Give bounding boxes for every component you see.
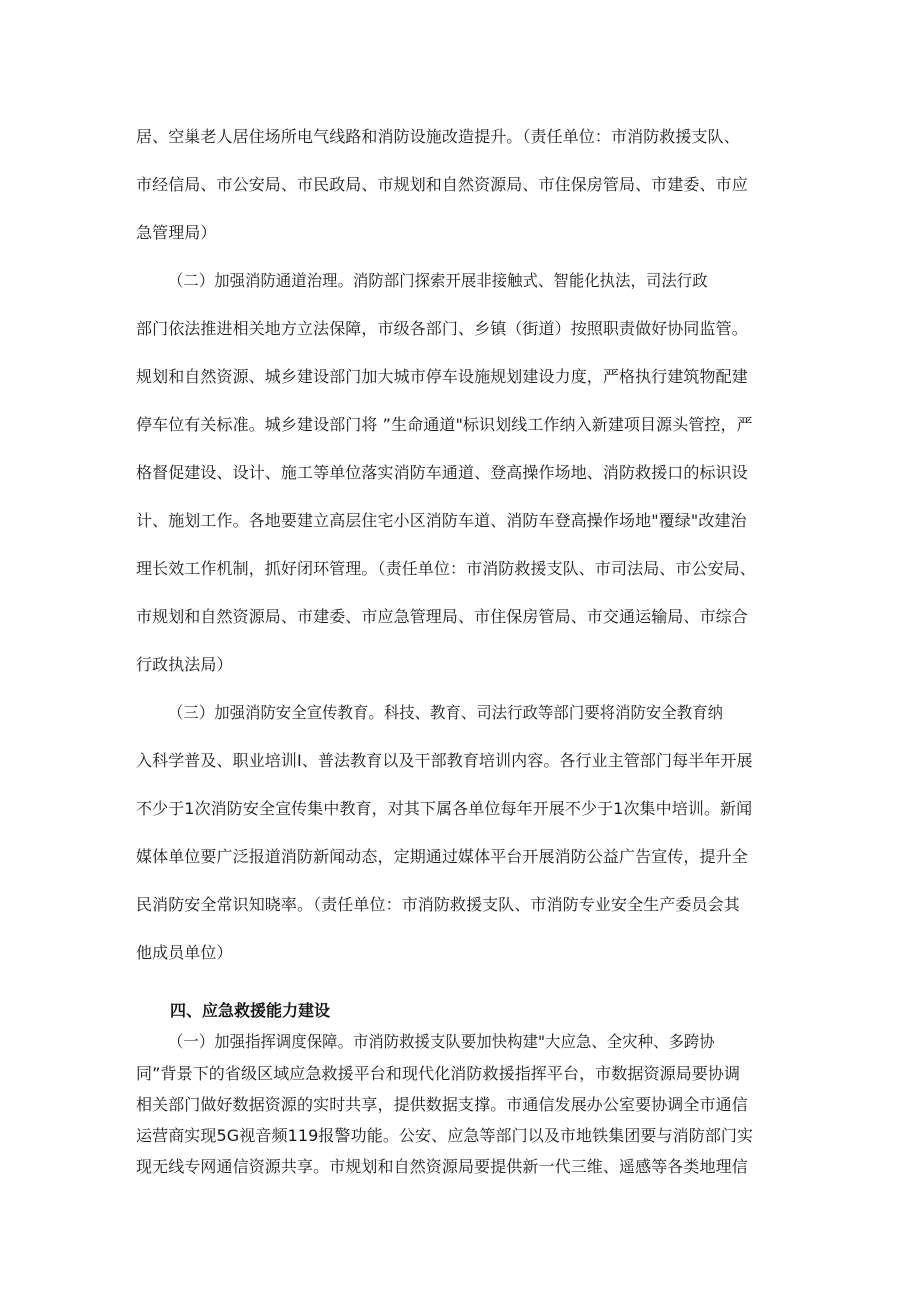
paragraph-line: 规划和自然资源、城乡建设部门加大城市停车设施规划建设力度，严格执行建筑物配建	[136, 367, 748, 386]
paragraph-line: 民消防安全常识知晓率。（责任单位：市消防救援支队、市消防专业安全生产委员会其	[136, 895, 740, 914]
paragraph-line: （一）加强指挥调度保障。市消防救援支队要加快构建"大应急、全灾种、多跨协	[168, 1032, 715, 1051]
paragraph-line: 市规划和自然资源局、市建委、市应急管理局、市住保房管局、市交通运输局、市综合	[136, 607, 748, 626]
paragraph-line: （三）加强消防安全宣传教育。科技、教育、司法行政等部门要将消防安全教育纳	[168, 703, 724, 722]
paragraph-line: 不少于1次消防安全宣传集中教育，对其下属各单位每年开展不少于1次集中培训。新闻	[136, 799, 753, 818]
paragraph-line: 同”背景下的省级区域应急救援平台和现代化消防救援指挥平台，市数据资源局要协调	[136, 1064, 741, 1083]
paragraph-line: 停车位有关标准。城乡建设部门将 ”生命通道"标识划线工作纳入新建项目源头管控，严	[136, 415, 753, 434]
paragraph-line: 运营商实现5G视音频119报警功能。公安、应急等部门以及市地铁集团要与消防部门实	[136, 1126, 754, 1145]
paragraph-line: 格督促建设、设计、施工等单位落实消防车通道、登高操作场地、消防救援口的标识设	[136, 463, 748, 482]
paragraph-line: 相关部门做好数据资源的实时共享，提供数据支撑。市通信发展办公室要协调全市通信	[136, 1095, 748, 1114]
section-heading: 四、应急救援能力建设	[170, 1001, 331, 1020]
paragraph-line: 现无线专网通信资源共享。市规划和自然资源局要提供新一代三维、遥感等各类地理信	[136, 1157, 748, 1176]
paragraph-line: 媒体单位要广泛报道消防新闻动态，定期通过媒体平台开展消防公益广告宣传，提升全	[136, 847, 748, 866]
paragraph-line: 急管理局）	[136, 223, 217, 242]
paragraph-line: 部门依法推进相关地方立法保障，市级各部门、乡镇（街道）按照职责做好协同监管。	[136, 319, 748, 338]
paragraph-line: 计、施划工作。各地要建立高层住宅小区消防车道、消防车登高操作场地"覆绿"改建治	[136, 511, 747, 530]
paragraph-line: 市经信局、市公安局、市民政局、市规划和自然资源局、市住保房管局、市建委、市应	[136, 175, 748, 194]
paragraph-line: 理长效工作机制，抓好闭环管理。（责任单位：市消防救援支队、市司法局、市公安局、	[136, 559, 756, 578]
paragraph-line: 居、空巢老人居住场所电气线路和消防设施改造提升。（责任单位：市消防救援支队、	[136, 127, 740, 146]
paragraph-line: 他成员单位）	[136, 943, 233, 962]
paragraph-line: 入科学普及、职业培训I、普法教育以及干部教育培训内容。各行业主管部门每半年开展	[136, 751, 753, 770]
paragraph-line: （二）加强消防通道治理。消防部门探索开展非接触式、智能化执法，司法行政	[168, 271, 708, 290]
paragraph-line: 行政执法局）	[136, 655, 233, 674]
